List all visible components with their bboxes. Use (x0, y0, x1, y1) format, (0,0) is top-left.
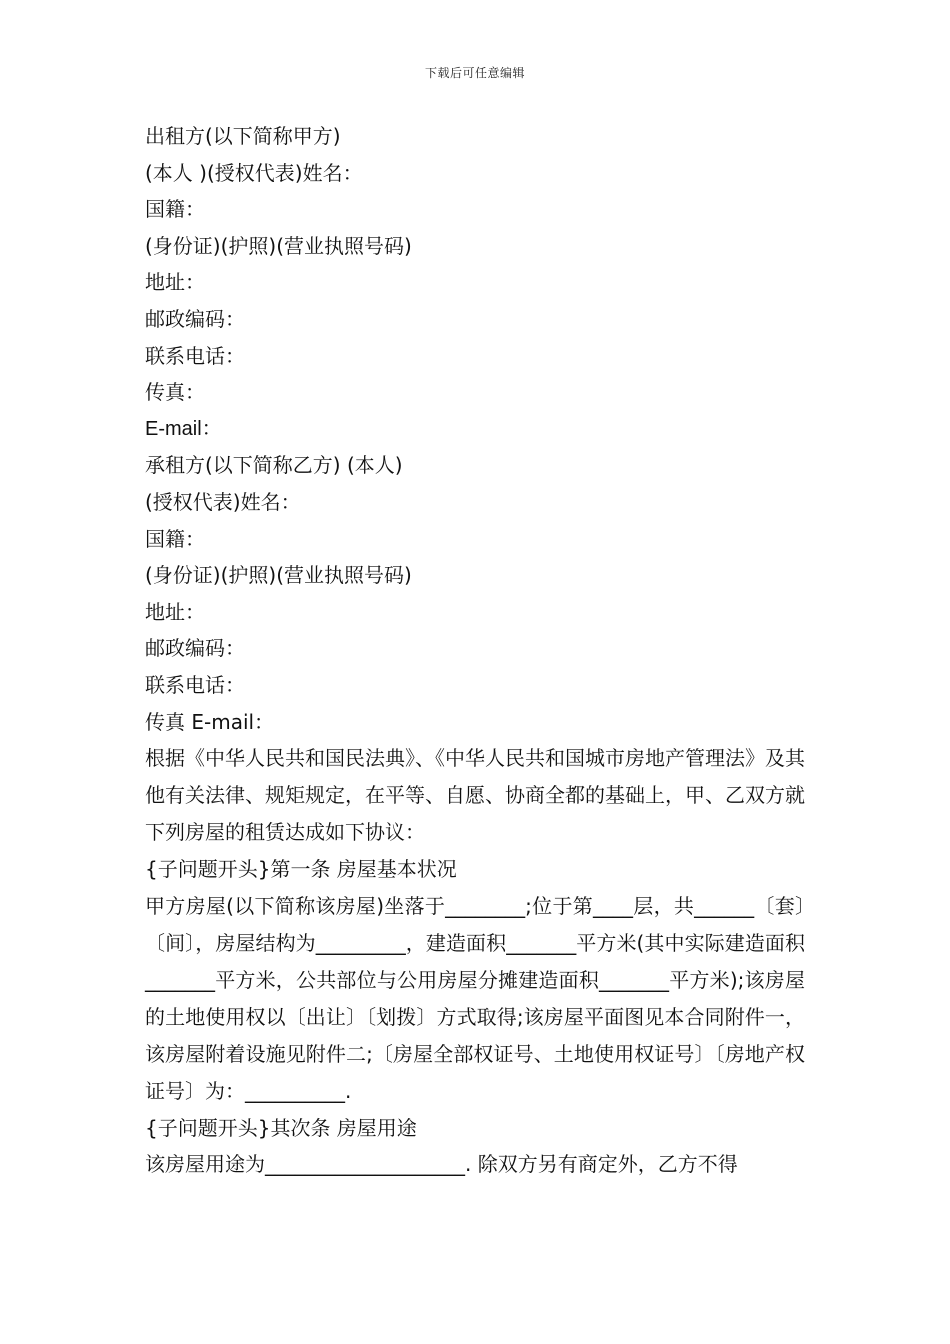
preamble-paragraph: 根据《中华人民共和国民法典》、《中华人民共和国城市房地产管理法》及其他有关法律、规矩规定，在平等、自愿、协商全都的基础上，甲、乙双方就下列房屋的租赁达成如下协议： (145, 746, 805, 845)
article2-body: 该房屋用途为____________________. 除双方另有商定外，乙方不得 (145, 1152, 738, 1177)
lessor-postcode: 邮政编码： (145, 306, 245, 331)
lessee-phone: 联系电话： (145, 672, 245, 697)
lessee-title: 承租方(以下简称乙方) (本人) (145, 453, 403, 478)
lessor-name-line: (本人 )(授权代表)姓名： (145, 160, 363, 185)
page-header-note: 下载后可任意编辑 (424, 66, 525, 80)
lessee-address: 地址： (145, 599, 205, 624)
lessor-nationality: 国籍： (145, 197, 205, 222)
lessee-postcode: 邮政编码： (145, 636, 245, 661)
lessee-fax-email: 传真 E-mail： (145, 709, 275, 734)
lessor-id-line: (身份证)(护照)(营业执照号码) (145, 233, 412, 258)
lessee-name-line: (授权代表)姓名： (145, 489, 301, 514)
article1-body: 甲方房屋(以下简称该房屋)坐落于________;位于第____层，共______〔套〕〔间〕，房屋结构为_________，建造面积_______平方米(其中实际建造面积_______平方米，公共部位与公用房屋分摊建造面积_______平方米);该房屋的土地使用权以〔出让〕〔划拨〕方式取得;该房屋平面图见本合同附件一，该房屋附着设施见附件二;〔房屋全部权证号、土地使用权证号〕〔房地产权证号〕为：__________. (145, 893, 805, 1103)
article2-heading: {子问题开头}其次条 房屋用途 (145, 1115, 417, 1140)
lessee-nationality: 国籍： (145, 526, 205, 551)
lessee-id-line: (身份证)(护照)(营业执照号码) (145, 563, 412, 588)
lessor-email: E-mail： (145, 417, 222, 440)
lessor-title: 出租方(以下简称甲方) (145, 124, 341, 148)
article1-heading: {子问题开头}第一条 房屋基本状况 (145, 857, 457, 882)
lessor-phone: 联系电话： (145, 343, 245, 368)
lessor-address: 地址： (145, 270, 205, 295)
document-body (145, 118, 805, 1183)
lessor-fax: 传真： (145, 380, 205, 405)
